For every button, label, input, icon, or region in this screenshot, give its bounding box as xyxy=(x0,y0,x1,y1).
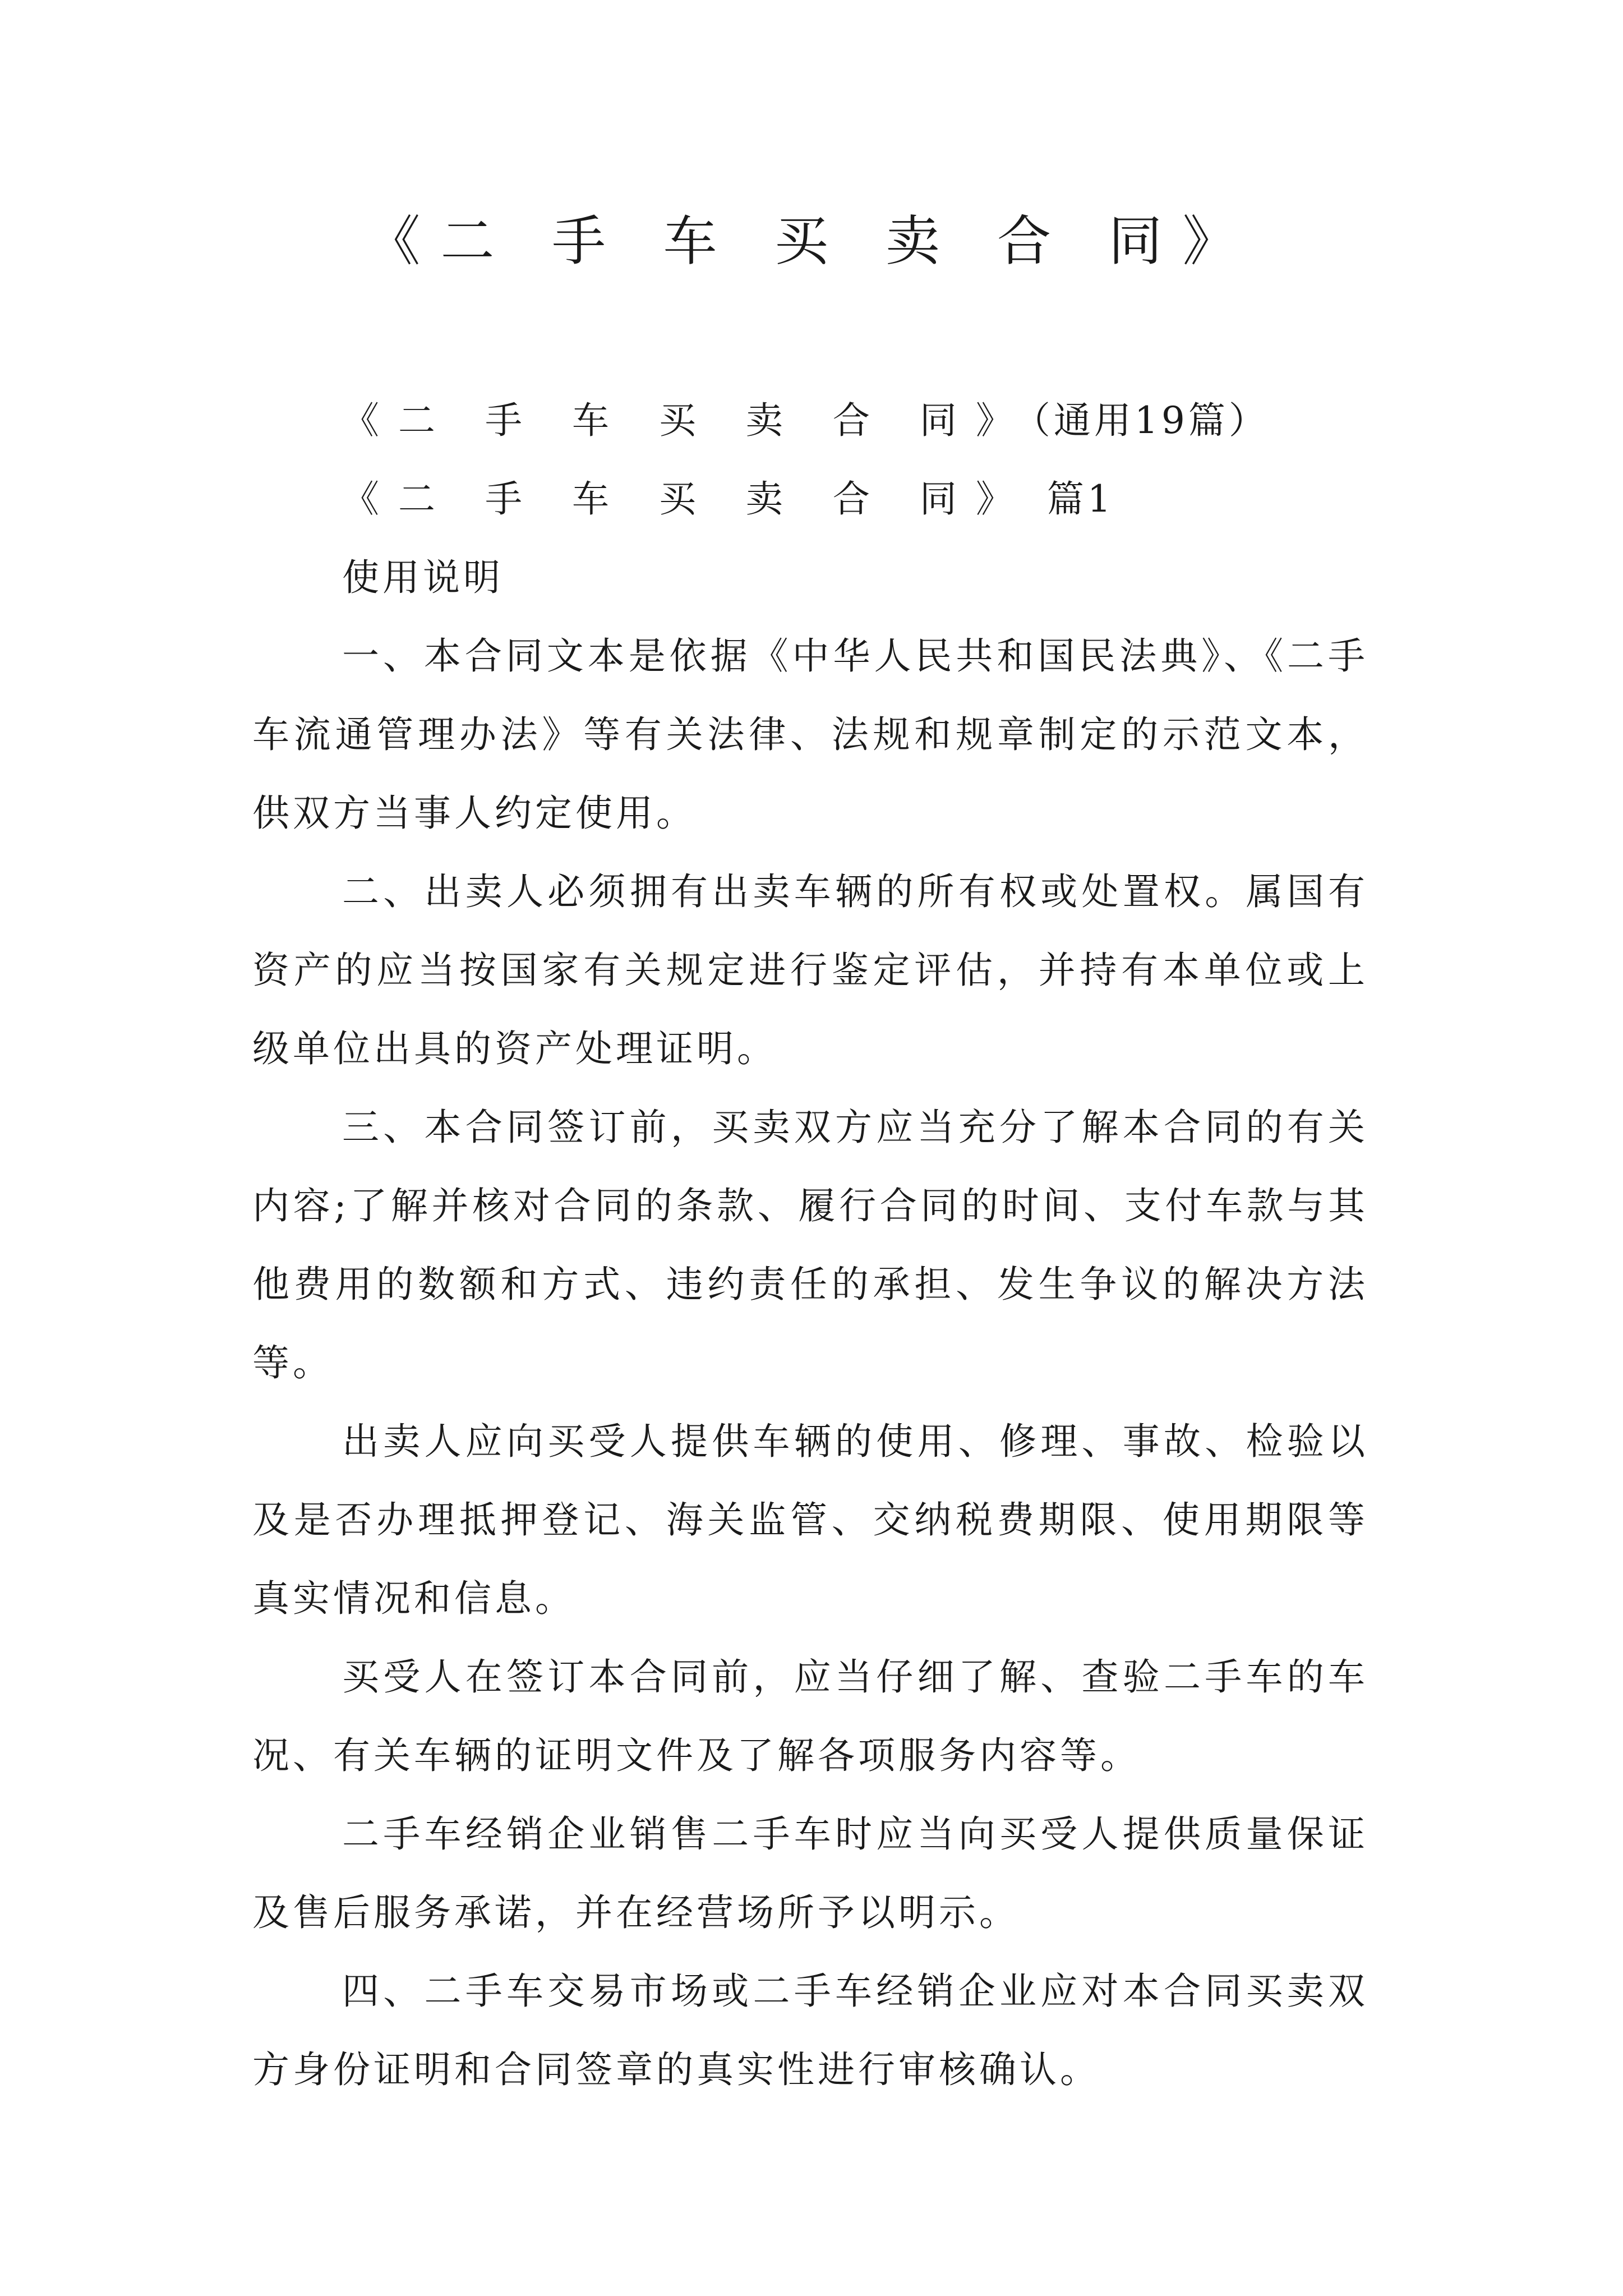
paragraph-3: 三、本合同签订前，买卖双方应当充分了解本合同的有关内容;了解并核对合同的条款、履行合同的时间、支付车款与其他费用的数额和方式、违约责任的承担、发生争议的解决方法等。 xyxy=(252,1106,1368,1384)
subtitle-line xyxy=(252,381,1368,460)
subtitle-suffix: （通用19篇） xyxy=(1031,399,1269,442)
paragraph-2: 二、出卖人必须拥有出卖车辆的所有权或处置权。属国有资产的应当按国家有关规定进行鉴定评估，并持有本单位或上级单位出具的资产处理证明。 xyxy=(252,870,1368,1070)
paragraph-6: 二手车经销企业销售二手车时应当向买受人提供质量保证及售后服务承诺，并在经营场所予以明示。 xyxy=(252,1812,1368,1934)
section-heading xyxy=(252,460,1368,539)
paragraph-7: 四、二手车交易市场或二手车经销企业应对本合同买卖双方身份证明和合同签章的真实性进行审核确认。 xyxy=(252,1970,1368,2091)
section-heading-suffix: 篇1 xyxy=(1031,477,1114,521)
paragraph-4: 出卖人应向买受人提供车辆的使用、修理、事故、检验以及是否办理抵押登记、海关监管、交纳税费期限、使用期限等真实情况和信息。 xyxy=(252,1420,1368,1620)
paragraph-usage-title: 使用说明 xyxy=(342,556,504,599)
subtitle-text: 《二 手 车 买 卖 合 同》 xyxy=(342,399,1032,442)
paragraph-5: 买受人在签订本合同前，应当仔细了解、查验二手车的车况、有关车辆的证明文件及了解各项服务内容等。 xyxy=(252,1655,1368,1777)
document-title: 《二 手 车 买 卖 合 同》 xyxy=(366,210,1257,273)
document-body xyxy=(252,381,1368,2109)
section-heading-text: 《二 手 车 买 卖 合 同》 xyxy=(342,477,1032,521)
paragraph-1: 一、本合同文本是依据《中华人民共和国民法典》、《二手车流通管理办法》等有关法律、法规和规章制定的示范文本，供双方当事人约定使用。 xyxy=(252,634,1368,835)
